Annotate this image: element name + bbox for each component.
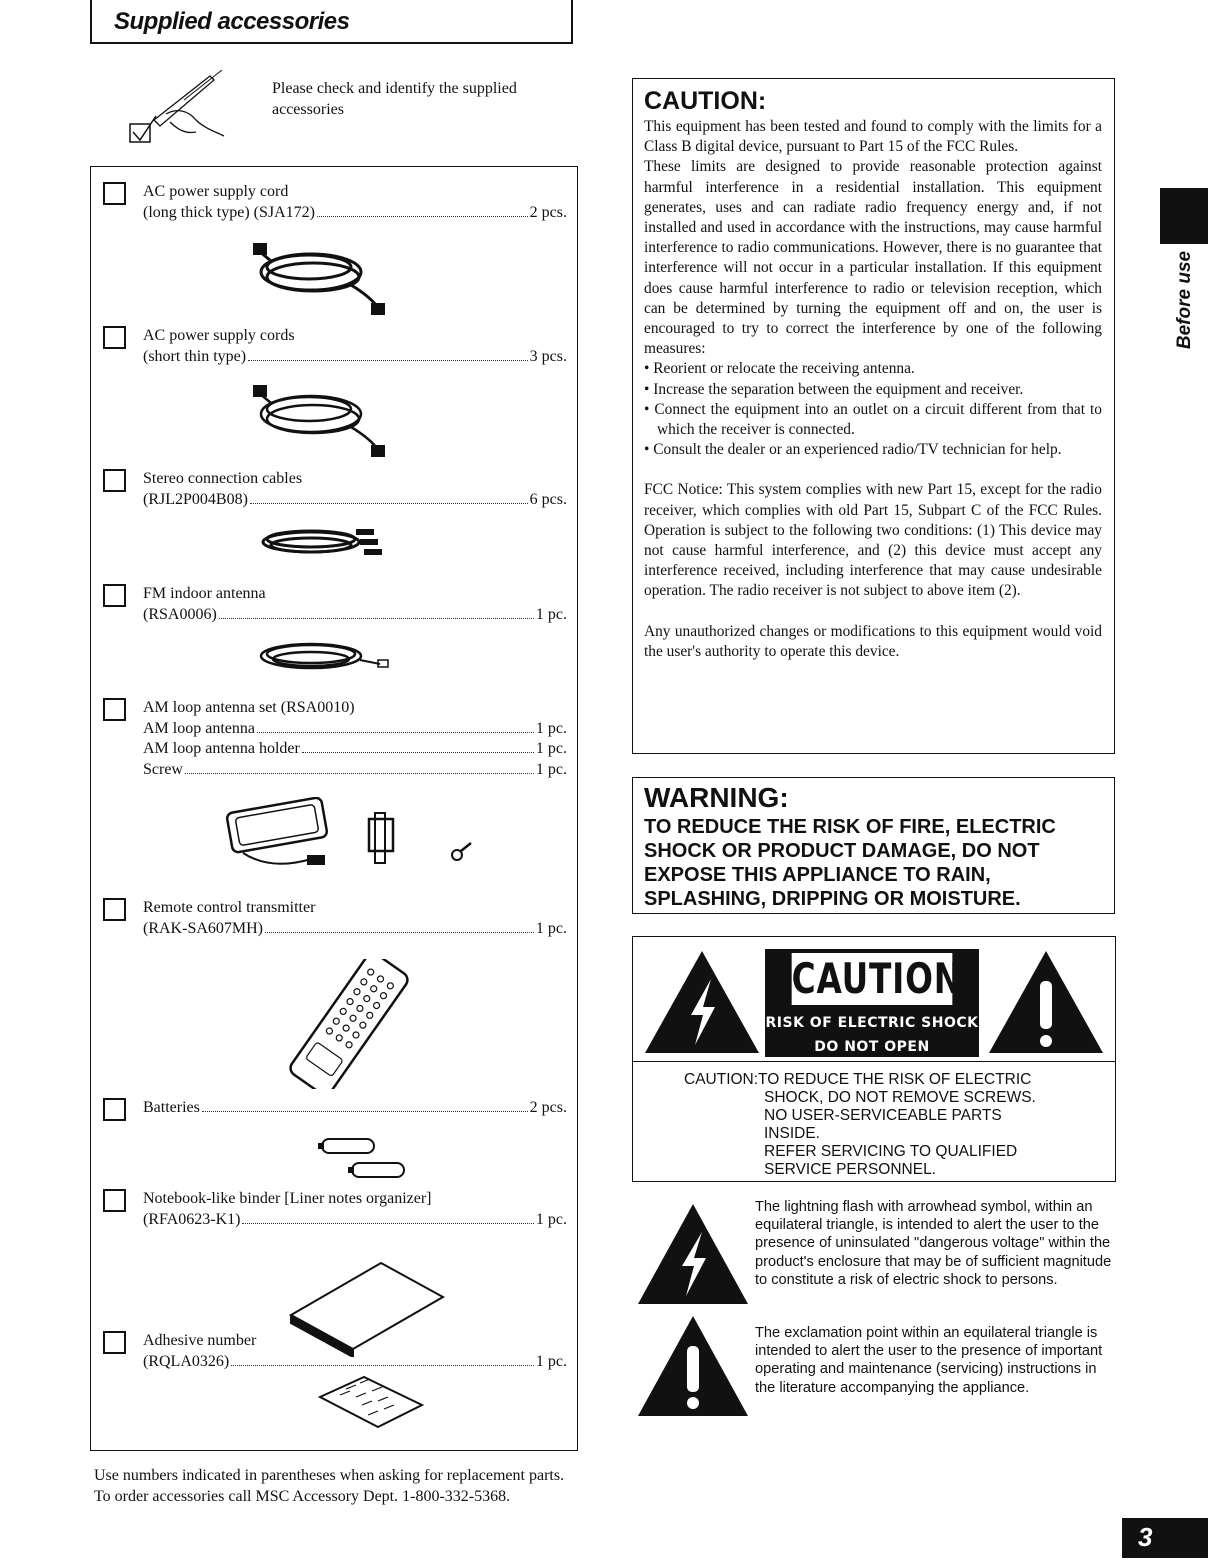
caution-paragraph: These limits are designed to provide reasonable protection against harmful interference in a residential installation. This equipment generates, uses and can radiate radio frequency energy and, if not installed and used in accordance with the instructions, may cause harmful interference to radio communications. However, there is no guarantee that interference will not occur in a particular installation. If this equipment does cause harmful interference to radio or television reception, which can be determined by turning the equipment off and on, the user is encouraged to try to correct the interference by one of the following measures: [644,158,1102,358]
item-part: (RSA0006) [143,605,217,623]
checkbox[interactable] [103,182,126,205]
caution-body [644,117,1102,662]
caution-paragraph: This equipment has been tested and found to comply with the limits for a Class B digital device, pursuant to Part 15 of the FCC Rules. [644,118,1102,156]
caution-label-sub: DO NOT OPEN [814,1039,930,1055]
footnote [94,1466,584,1507]
item-qty: 3 pcs. [529,347,567,365]
item-qty: 1 pc. [535,1210,567,1228]
item-qty: 1 pc. [535,919,567,937]
item-part: AM loop antenna holder [143,740,300,757]
checkbox[interactable] [103,698,126,721]
item-qty: 6 pcs. [529,490,567,508]
item-qty: 2 pcs. [529,203,567,221]
item-qty: 1 pc. [535,605,567,623]
side-tab-label [1165,250,1205,350]
caution-label-plate [765,949,979,1057]
checkbox[interactable] [103,898,126,921]
item-qty: 1 pc. [535,1352,567,1370]
ac-cord-short-icon [251,379,391,464]
exclamation-warning-icon [987,949,1105,1055]
caution-label-line: CAUTION:TO REDUCE THE RISK OF ELECTRIC [684,1071,1032,1088]
item-name: Adhesive number [143,1332,257,1349]
stereo-cables-icon [256,517,386,567]
item-part: (short thin type) [143,347,247,365]
caution-label-line: NO USER-SERVICEABLE PARTS [764,1107,1002,1124]
divider [633,1061,1115,1062]
warning-box [632,777,1115,914]
item-name: Remote control transmitter [143,899,316,916]
warning-title: WARNING: [644,782,789,813]
caution-bullet: • Increase the separation between the equipment and receiver. [644,380,1024,398]
batteries-icon [316,1135,411,1183]
item-part: (RFA0623-K1) [143,1210,241,1228]
caution-bullet: • Reorient or relocate the receiving antenna. [644,360,915,378]
intro-text: Please check and identify the supplied accessories [272,80,517,118]
side-tab-text: Before use [1174,250,1195,350]
checkbox[interactable] [103,1331,126,1354]
item-name: Stereo connection cables [143,470,303,487]
fm-antenna-icon [256,634,391,679]
caution-label [632,936,1116,1182]
caution-title: CAUTION: [644,87,767,115]
lightning-symbol-explanation [636,1198,1116,1310]
item-part: AM loop antenna [143,719,255,737]
caution-label-line: SERVICE PERSONNEL. [764,1161,936,1178]
item-qty: 1 pc. [535,719,567,737]
item-name: Notebook-like binder [Liner notes organizer] [143,1190,432,1207]
ac-cord-long-icon [251,237,391,322]
accessories-list [90,166,578,1451]
caution-label-line: SHOCK, DO NOT REMOVE SCREWS. [764,1089,1036,1106]
checkbox[interactable] [103,1189,126,1212]
page-number-text: 3 [1138,1522,1153,1552]
caution-label-line: REFER SERVICING TO QUALIFIED [764,1143,1018,1160]
item-name: FM indoor antenna [143,585,266,602]
caution-bullet: • Consult the dealer or an experienced radio/TV technician for help. [644,441,1062,459]
exclamation-symbol-text: The exclamation point within an equilateral triangle is intended to alert the user to the presence of important operating and maintenance (servicing) instructions in the literature accompanying the appliance. [755,1325,1103,1396]
item-part: Screw [143,760,183,778]
lightning-warning-icon [636,1202,750,1306]
caution-bullet: • Connect the equipment into an outlet on a circuit different from that to which the receiver is connected. [644,400,1102,439]
remote-control-icon [279,959,419,1089]
caution-box [632,78,1115,754]
warning-body: TO REDUCE THE RISK OF FIRE, ELECTRIC SHOCK OR PRODUCT DAMAGE, DO NOT EXPOSE THIS APPLIANCE TO RAIN, SPLASHING, DRIPPING OR MOISTURE. [644,816,1056,910]
checkbox[interactable] [103,326,126,349]
item-part: (RQLA0326) [143,1352,230,1370]
section-title: Supplied accessories [114,8,350,35]
footnote-replacement: Use numbers indicated in parentheses when asking for replacement parts. [94,1467,565,1484]
caution-label-big: CAUTION [791,954,962,1003]
item-part: (RJL2P004B08) [143,490,248,508]
item-name: AC power supply cords [143,327,295,344]
item-name: AC power supply cord [143,183,289,200]
lightning-symbol-text: The lightning flash with arrowhead symbol, within an equilateral triangle, is intended to alert the user to the presence of uninsulated "dangerous voltage" within the product's enclosure that may be of sufficient magnitude to constitute a risk of electric shock to persons. [755,1199,1112,1288]
caution-label-sub: RISK OF ELECTRIC SHOCK [765,1015,979,1031]
lightning-warning-icon [643,949,761,1055]
footnote-order: To order accessories call MSC Accessory Dept. 1-800-332-5368. [94,1487,511,1505]
item-part: (long thick type) (SJA172) [143,203,315,221]
item-qty: 2 pcs. [529,1099,567,1116]
item-name: AM loop antenna set (RSA0010) [143,699,355,716]
exclamation-warning-icon [636,1314,750,1418]
exclamation-symbol-explanation [636,1324,1116,1420]
checkbox[interactable] [103,1098,126,1121]
page-number [1122,1518,1208,1558]
item-qty: 1 pc. [535,740,567,757]
unauthorized-changes-notice: Any unauthorized changes or modifications to this equipment would void the user's authority to operate this device. [644,622,1102,660]
checkbox[interactable] [103,469,126,492]
checkbox[interactable] [103,584,126,607]
item-qty: 1 pc. [535,760,567,778]
item-part: (RAK-SA607MH) [143,919,263,937]
caution-label-line: INSIDE. [764,1125,820,1142]
item-name: Batteries [143,1099,200,1116]
side-tab-marker [1160,188,1208,244]
fcc-notice: FCC Notice: This system complies with new Part 15, except for the radio receiver, which complies with old Part 15, Subpart C of the FCC Rules. Operation is subject to the following two conditions: (1) This device may not cause harmful interference, and (2) this device must accept any interference received, including interference that may cause undesirable operation. The radio receiver is not subject to above item (2). [644,481,1102,600]
checklist-hand-icon [126,70,236,150]
am-loop-antenna-icon [221,797,481,877]
adhesive-number-icon [316,1375,426,1430]
section-header [90,0,573,44]
caution-label-text [633,1071,1115,1179]
